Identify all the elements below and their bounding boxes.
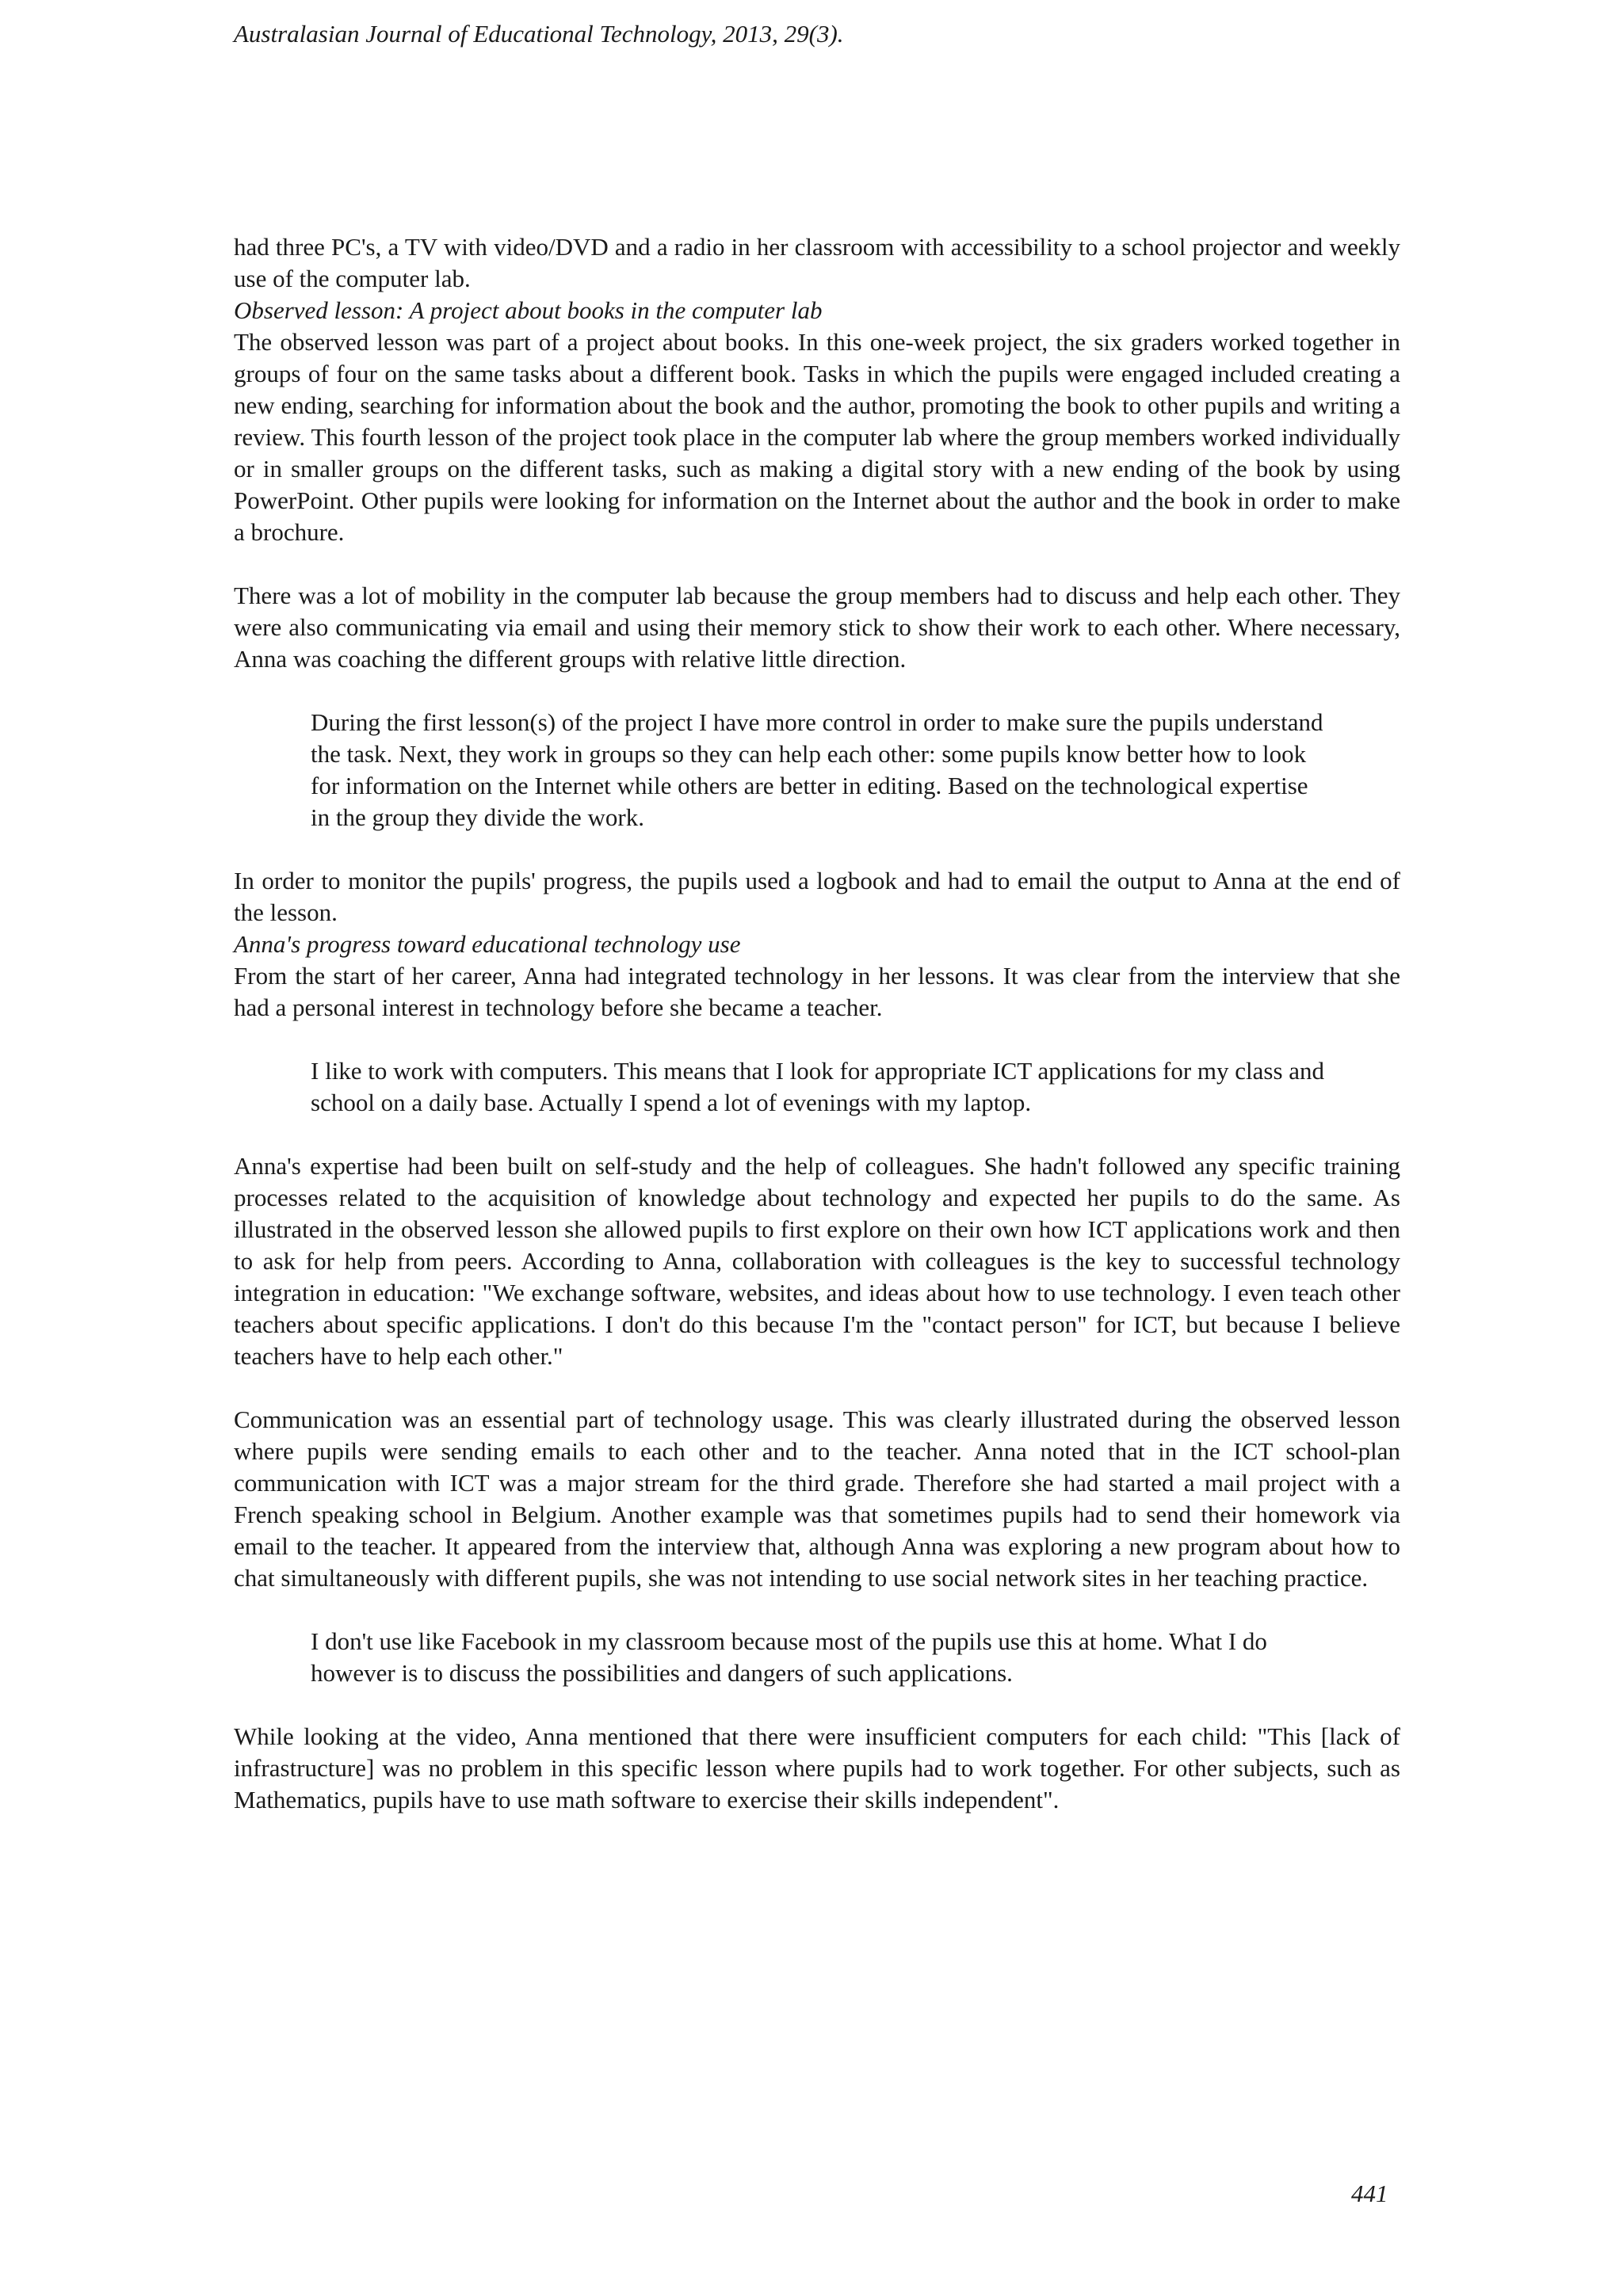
paragraph-communication: Communication was an essential part of technology usage. This was clearly illustrated during the observed lesson where pupils were sending emails to each other and to the teacher. Anna noted that in the ICT school-plan communication with ICT was a major stream for the third grade. Therefore she had started a mail project with a French speaking school in Belgium. Another example was that sometimes pupils had to send their homework via email to the teacher. It appeared from the interview that, although Anna was exploring a new program about how to chat simultaneously with different pupils, she was not intending to use social network sites in her teaching practice. (234, 1405, 1400, 1592)
block-quote-facebook: I don't use like Facebook in my classroom because most of the pupils use this at home. What I do however is to discuss the possibilities and dangers of such applications. (311, 1627, 1267, 1687)
paragraph-monitoring: In order to monitor the pupils' progress, the pupils used a logbook and had to email the output to Anna at the end of the lesson. (234, 867, 1400, 926)
running-head: Australasian Journal of Educational Technology, 2013, 29(3). (234, 20, 844, 48)
subheading-observed-lesson: Observed lesson: A project about books in the computer lab (234, 296, 823, 324)
paragraph-equipment: had three PC's, a TV with video/DVD and a radio in her classroom with accessibility to a school projector and weekly use of the computer lab. (234, 233, 1400, 292)
article-body (234, 231, 1400, 1816)
block-quote-control: During the first lesson(s) of the project I have more control in order to make sure the pupils understand the task. Next, they work in groups so they can help each other: some pupils know better how to look for information on the Internet while others are better in editing. Based on the technological expertise in the group they divide the work. (311, 708, 1323, 831)
page-number: 441 (1351, 2180, 1388, 2207)
paragraph-observed-lesson: The observed lesson was part of a project about books. In this one-week project, the six graders worked together in groups of four on the same tasks about a different book. Tasks in which the pupils were engaged included creating a new ending, searching for information about the book and the author, promoting the book to other pupils and writing a review. This fourth lesson of the project took place in the computer lab where the group members worked individually or in smaller groups on the different tasks, such as making a digital story with a new ending of the book by using PowerPoint. Other pupils were looking for information on the Internet about the author and the book in order to make a brochure. (234, 328, 1400, 546)
paragraph-career-start: From the start of her career, Anna had integrated technology in her lessons. It was clear from the interview that she had a personal interest in technology before she became a teacher. (234, 962, 1400, 1021)
paragraph-mobility: There was a lot of mobility in the computer lab because the group members had to discuss and help each other. They were also communicating via email and using their memory stick to show their work to each other. Where necessary, Anna was coaching the different groups with relative little direction. (234, 582, 1400, 673)
paragraph-expertise: Anna's expertise had been built on self-study and the help of colleagues. She hadn't followed any specific training processes related to the acquisition of knowledge about technology and expected her pupils to do the same. As illustrated in the observed lesson she allowed pupils to first explore on their own how ICT applications work and then to ask for help from peers. According to Anna, collaboration with colleagues is the key to successful technology integration in education: "We exchange software, websites, and ideas about how to use technology. I even teach other teachers about specific applications. I don't do this because I'm the "contact person" for ICT, but because I believe teachers have to help each other." (234, 1152, 1400, 1370)
block-quote-computers: I like to work with computers. This means that I look for appropriate ICT applications for my class and school on a daily base. Actually I spend a lot of evenings with my laptop. (311, 1057, 1325, 1116)
subheading-progress: Anna's progress toward educational technology use (234, 930, 741, 958)
paragraph-infrastructure: While looking at the video, Anna mentioned that there were insufficient computers for each child: "This [lack of infrastructure] was no problem in this specific lesson where pupils had to work together. For other subjects, such as Mathematics, pupils have to use math software to exercise their skills independent". (234, 1722, 1400, 1814)
